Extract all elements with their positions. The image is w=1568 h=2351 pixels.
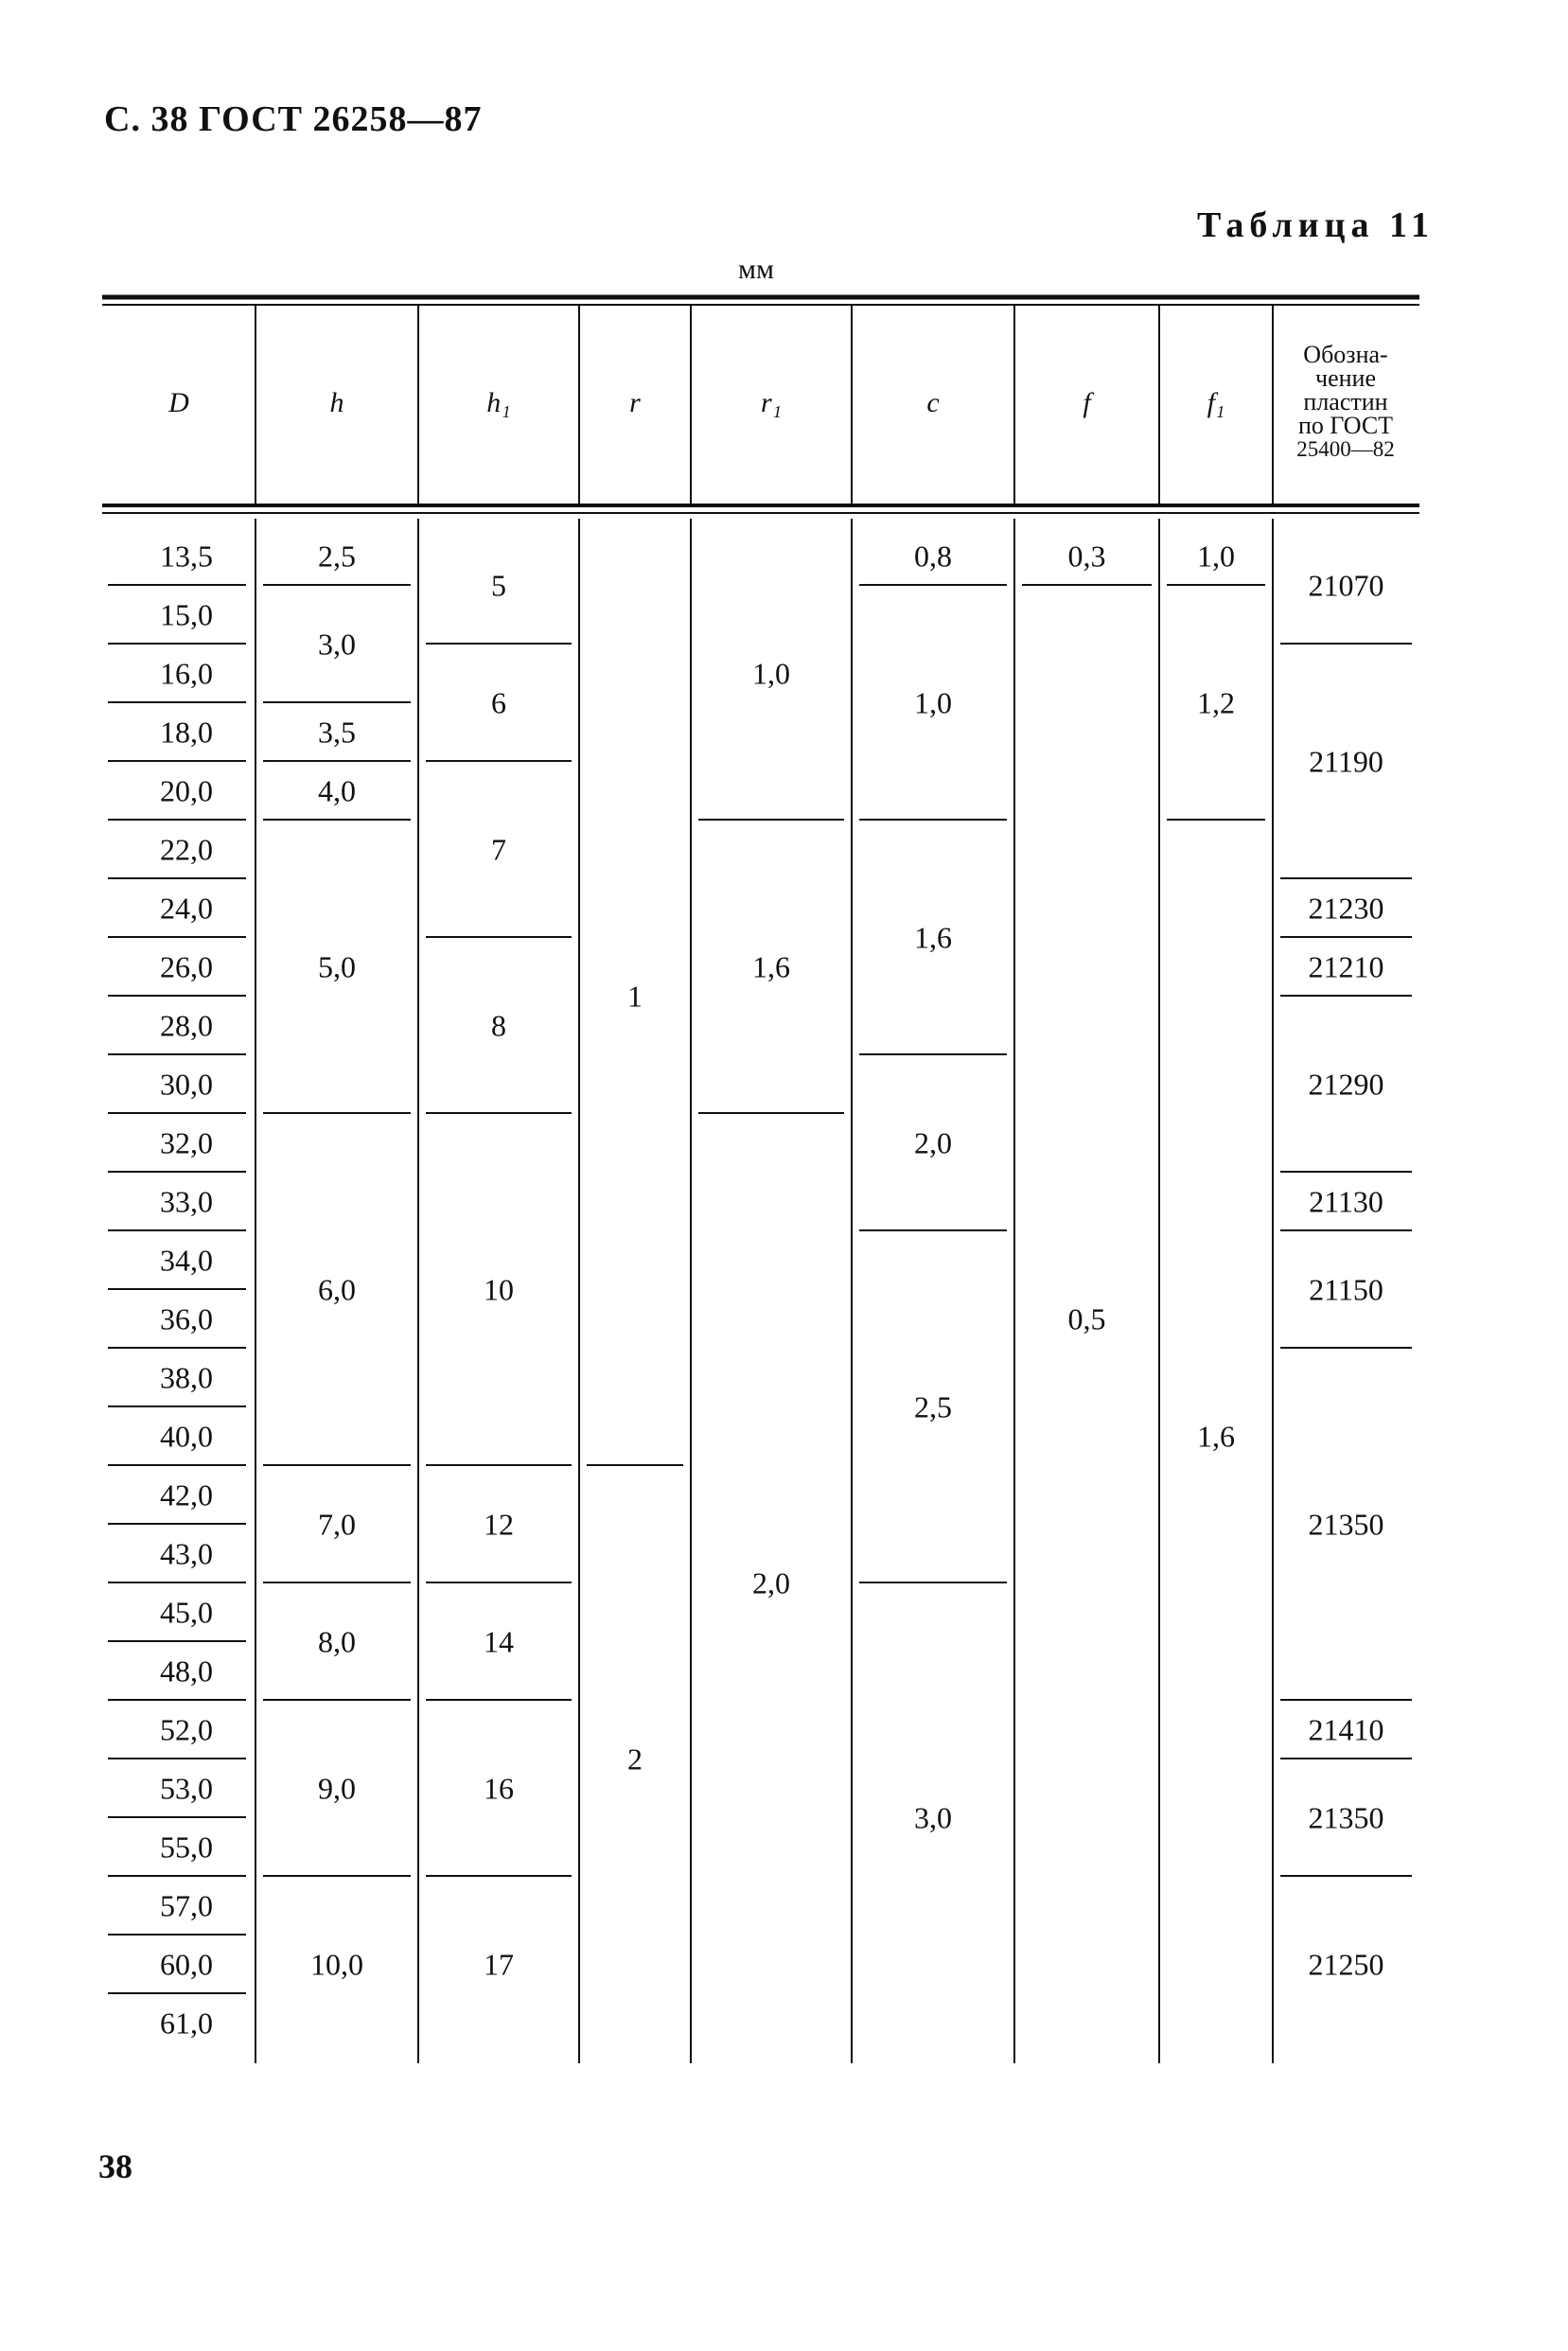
- cell-D: 33,0: [160, 1184, 213, 1219]
- cell-r1: 1,6: [752, 949, 790, 984]
- column-header-r1: r₁: [760, 386, 783, 418]
- cell-designation: 21230: [1308, 891, 1384, 926]
- cell-designation: 21070: [1308, 568, 1384, 603]
- cell-h: 4,0: [318, 773, 356, 808]
- cell-designation: 21350: [1308, 1800, 1384, 1835]
- cell-D: 57,0: [160, 1888, 213, 1923]
- cell-h1: 10: [484, 1272, 514, 1307]
- cell-c: 1,6: [914, 920, 952, 955]
- cell-h: 9,0: [318, 1771, 356, 1806]
- cell-h: 6,0: [318, 1272, 356, 1307]
- cell-h1: 6: [491, 685, 506, 720]
- cell-D: 22,0: [160, 832, 213, 867]
- cell-D: 13,5: [160, 539, 213, 574]
- designation-column-header: [1276, 343, 1416, 461]
- column-header-c: c: [926, 386, 940, 418]
- designation-header-line: 25400—82: [1296, 437, 1395, 461]
- page-number: 38: [98, 2148, 132, 2185]
- column-header-h: h: [329, 386, 344, 418]
- cell-designation: 21150: [1309, 1272, 1383, 1307]
- cell-h1: 14: [484, 1624, 514, 1659]
- cell-designation: 21410: [1308, 1712, 1384, 1747]
- cell-h1: 16: [484, 1771, 514, 1806]
- cell-D: 30,0: [160, 1067, 213, 1102]
- page-header: С. 38 ГОСТ 26258—87: [104, 99, 483, 139]
- cell-D: 16,0: [160, 656, 213, 691]
- cell-h1: 7: [491, 832, 506, 867]
- cell-designation: 21130: [1309, 1184, 1383, 1219]
- cell-D: 15,0: [160, 597, 213, 632]
- cell-D: 28,0: [160, 1008, 213, 1043]
- column-header-D: D: [168, 386, 189, 418]
- cell-h: 5,0: [318, 949, 356, 984]
- cell-h: 10,0: [310, 1947, 363, 1982]
- column-header-r: r: [629, 386, 641, 418]
- cell-designation: 21250: [1308, 1947, 1384, 1982]
- cell-D: 61,0: [160, 2006, 213, 2041]
- cell-D: 32,0: [160, 1125, 213, 1160]
- cell-designation: 21290: [1308, 1067, 1384, 1102]
- cell-r: 2: [627, 1741, 643, 1777]
- cell-h: 8,0: [318, 1624, 356, 1659]
- cell-D: 40,0: [160, 1419, 213, 1454]
- column-header-f: f: [1083, 386, 1091, 418]
- cell-r1: 1,0: [752, 656, 790, 691]
- cell-f1: 1,2: [1197, 685, 1235, 720]
- cell-c: 1,0: [914, 685, 952, 720]
- cell-D: 48,0: [160, 1653, 213, 1688]
- cell-c: 2,0: [914, 1125, 952, 1160]
- cell-c: 2,5: [914, 1389, 952, 1424]
- cell-designation: 21190: [1309, 744, 1383, 779]
- cell-D: 24,0: [160, 891, 213, 926]
- cell-D: 34,0: [160, 1243, 213, 1278]
- cell-r: 1: [627, 979, 643, 1014]
- cell-f1: 1,0: [1197, 539, 1235, 574]
- cell-D: 36,0: [160, 1301, 213, 1336]
- cell-f: 0,3: [1067, 539, 1106, 574]
- cell-h: 7,0: [318, 1507, 356, 1542]
- cell-D: 52,0: [160, 1712, 213, 1747]
- cell-c: 0,8: [914, 539, 952, 574]
- cell-h1: 17: [484, 1947, 514, 1982]
- cell-D: 26,0: [160, 949, 213, 984]
- cell-D: 55,0: [160, 1830, 213, 1865]
- cell-h1: 12: [484, 1507, 514, 1542]
- cell-D: 20,0: [160, 773, 213, 808]
- designation-header-line: чение: [1315, 364, 1376, 392]
- cell-f1: 1,6: [1197, 1419, 1235, 1454]
- cell-h1: 8: [491, 1008, 506, 1043]
- designation-header-line: пластин: [1303, 388, 1388, 415]
- column-header-f1: f₁: [1207, 386, 1225, 418]
- cell-D: 38,0: [160, 1360, 213, 1395]
- cell-D: 43,0: [160, 1536, 213, 1571]
- cell-designation: 21210: [1308, 949, 1384, 984]
- cell-D: 53,0: [160, 1771, 213, 1806]
- units-label: мм: [738, 254, 774, 285]
- cell-h: 3,5: [318, 715, 356, 750]
- cell-D: 45,0: [160, 1595, 213, 1630]
- cell-h: 2,5: [318, 539, 356, 574]
- table-title: Таблица 11: [1197, 205, 1435, 245]
- cell-f: 0,5: [1067, 1301, 1106, 1336]
- cell-D: 18,0: [160, 715, 213, 750]
- column-header-h1: h₁: [486, 386, 511, 418]
- designation-header-line: по ГОСТ: [1297, 412, 1394, 439]
- designation-header-line: Обозна-: [1303, 341, 1388, 368]
- cell-c: 3,0: [914, 1800, 952, 1835]
- cell-designation: 21350: [1308, 1507, 1384, 1542]
- cell-D: 42,0: [160, 1477, 213, 1512]
- cell-r1: 2,0: [752, 1565, 790, 1600]
- cell-h1: 5: [491, 568, 506, 603]
- cell-D: 60,0: [160, 1947, 213, 1982]
- cell-h: 3,0: [318, 627, 356, 662]
